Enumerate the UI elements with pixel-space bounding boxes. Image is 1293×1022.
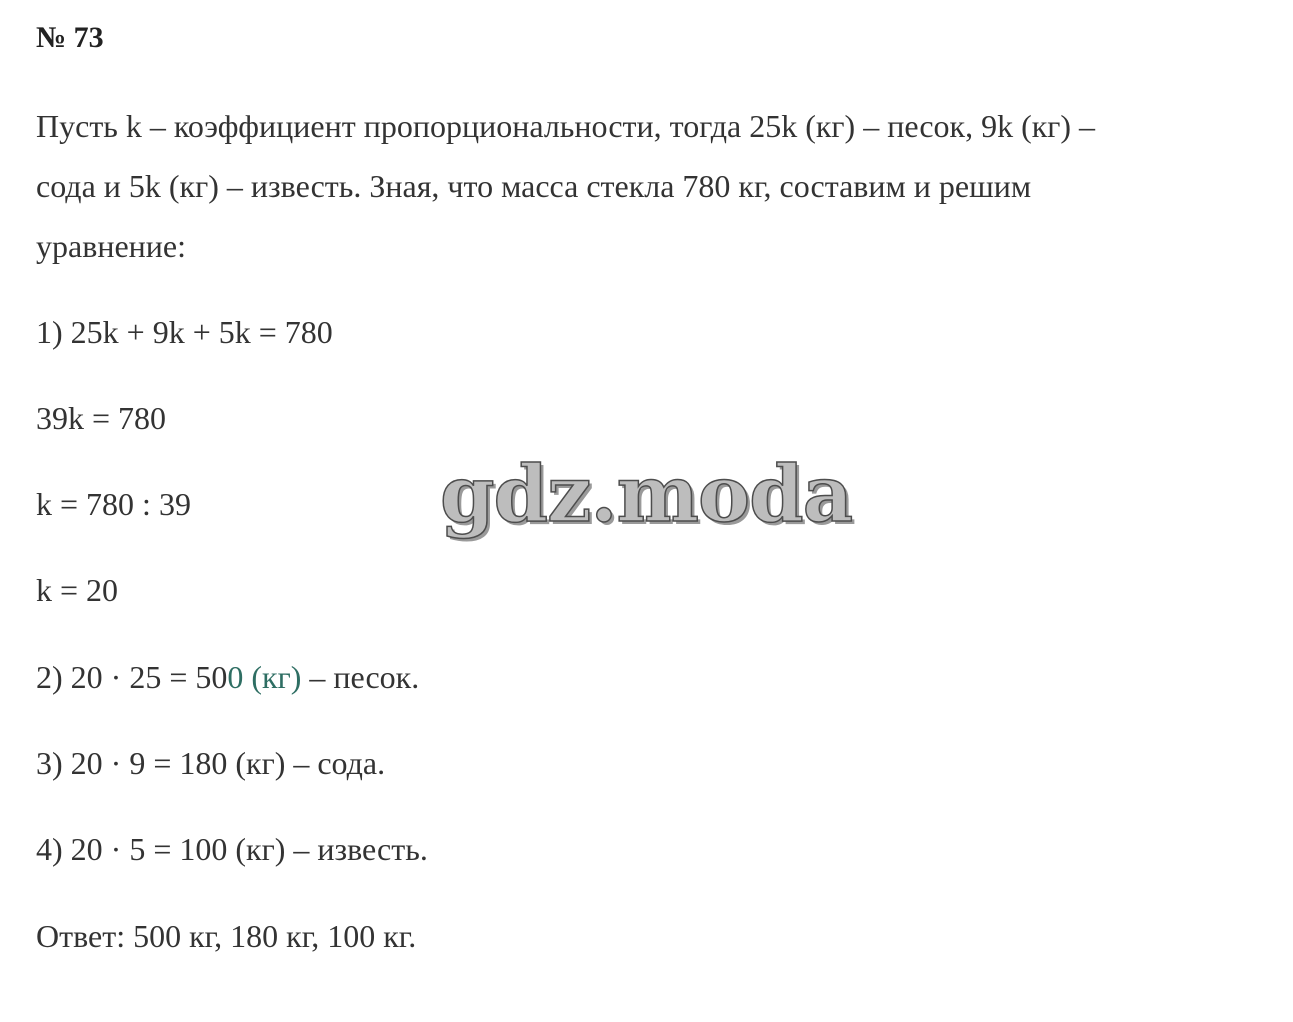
equation-step-3: k = 780 : 39 xyxy=(36,486,191,522)
soda-calculation: 3) 20 · 9 = 180 (кг) – сода. xyxy=(36,745,386,781)
sand-calc-part: 2) 20 · 25 = 50 xyxy=(36,659,228,695)
problem-setup-paragraph xyxy=(36,96,1236,276)
sand-calc-tail: – песок. xyxy=(301,659,420,695)
equation-step-4: k = 20 xyxy=(36,572,119,608)
watermark-logo: gdz.moda xyxy=(440,449,853,540)
lime-calculation: 4) 20 · 5 = 100 (кг) – известь. xyxy=(36,831,428,867)
equation-step-2: 39k = 780 xyxy=(36,400,167,436)
answer-line: Ответ: 500 кг, 180 кг, 100 кг. xyxy=(36,918,417,954)
setup-line-2: сода и 5k (кг) – известь. Зная, что масса стекла 780 кг, составим и решим xyxy=(36,168,1032,204)
equation-step-1: 1) 25k + 9k + 5k = 780 xyxy=(36,314,333,350)
setup-line-3: уравнение: xyxy=(36,228,186,264)
problem-number: № 73 xyxy=(36,21,104,54)
setup-line-1: Пусть k – коэффициент пропорциональности, тогда 25k (кг) – песок, 9k (кг) – xyxy=(36,108,1096,144)
sand-calc-highlight: 0 (кг) xyxy=(227,659,302,695)
sand-calculation xyxy=(36,655,419,699)
